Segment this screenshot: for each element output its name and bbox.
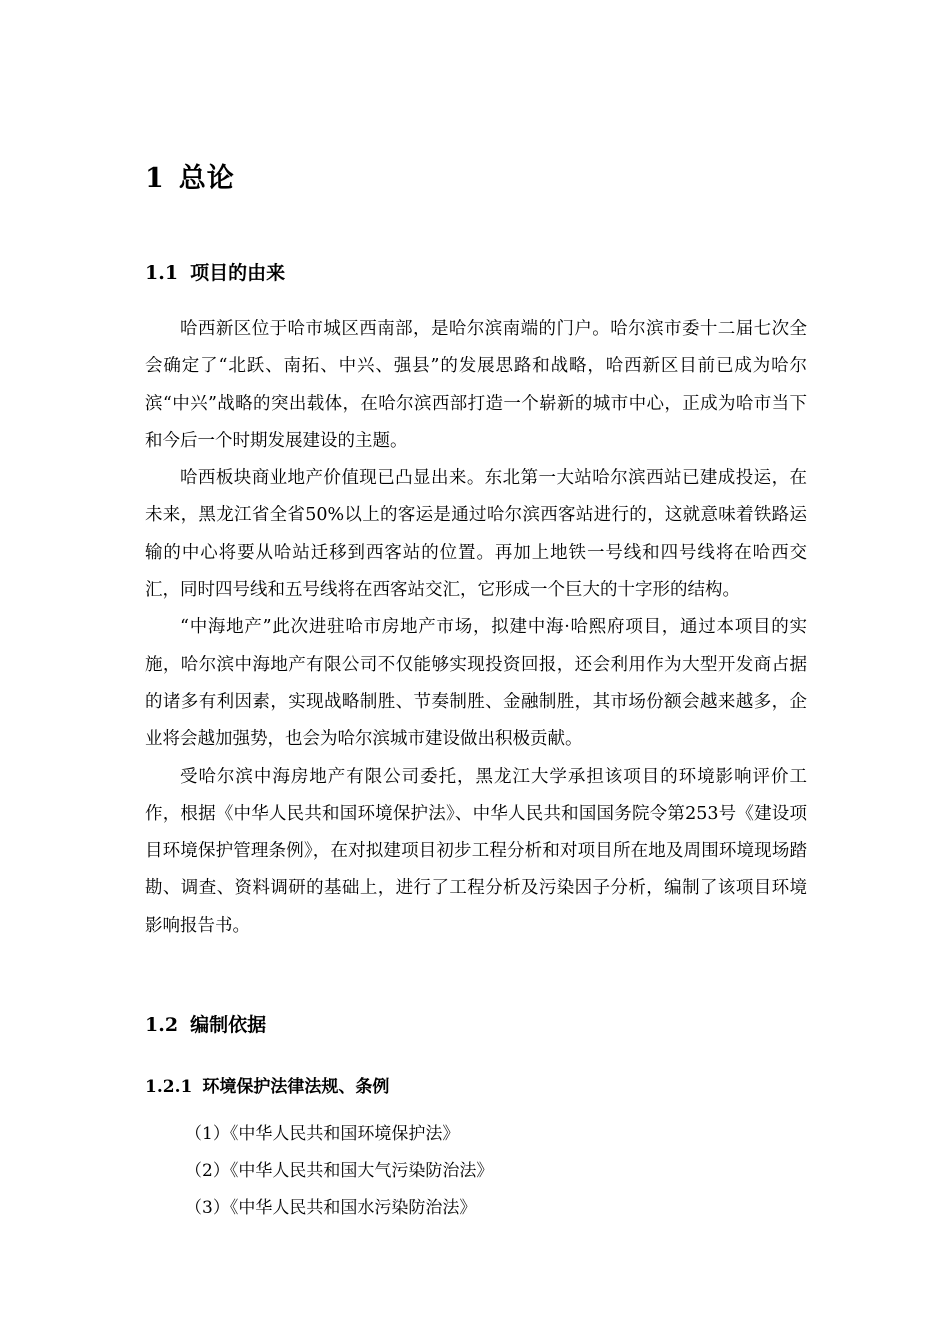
section-number: 1.1 <box>145 262 179 284</box>
list-item: （2）《中华人民共和国大气污染防治法》 <box>185 1161 494 1181</box>
section-title: 编制依据 <box>190 1014 267 1036</box>
paragraph: “中海地产”此次进驻哈市房地产市场，拟建中海·哈熙府项目，通过本项目的实施，哈尔滨中海地产有限公司不仅能够实现投资回报，还会利用作为大型开发商占据的诸多有利因素，实现战略制胜、节奏制胜、金融制胜，其市场份额会越来越多，企业将会越加强势，也会为哈尔滨城市建设做出积极贡献。 <box>145 617 807 750</box>
chapter-title: 总论 <box>178 163 235 194</box>
section-title: 项目的由来 <box>190 262 286 284</box>
subsection-number: 1.2.1 <box>145 1077 193 1097</box>
subsection-heading-1-2-1 <box>145 1072 389 1097</box>
paragraph: 哈西新区位于哈市城区西南部，是哈尔滨南端的门户。哈尔滨市委十二届七次全会确定了“北跃、南拓、中兴、强县”的发展思路和战略，哈西新区目前已成为哈尔滨“中兴”战略的突出载体，在哈尔滨西部打造一个崭新的城市中心，正成为哈市当下和今后一个时期发展建设的主题。 <box>145 319 807 451</box>
chapter-heading <box>145 156 235 195</box>
paragraph: 哈西板块商业地产价值现已凸显出来。东北第一大站哈尔滨西站已建成投运，在未来，黑龙江省全省50%以上的客运是通过哈尔滨西客站进行的，这就意味着铁路运输的中心将要从哈站迁移到西客站的位置。再加上地铁一号线和四号线将在哈西交汇，同时四号线和五号线将在西客站交汇，它形成一个巨大的十字形的结构。 <box>145 468 807 601</box>
list-item: （1）《中华人民共和国环境保护法》 <box>185 1124 460 1144</box>
list-item: （3）《中华人民共和国水污染防治法》 <box>185 1198 477 1218</box>
section-number: 1.2 <box>145 1014 179 1036</box>
law-list <box>185 1116 493 1227</box>
section-heading-1-2 <box>145 1010 266 1037</box>
subsection-title: 环境保护法律法规、条例 <box>202 1077 390 1097</box>
paragraph: 受哈尔滨中海房地产有限公司委托，黑龙江大学承担该项目的环境影响评价工作，根据《中华人民共和国环境保护法》、中华人民共和国国务院令第253号《建设项目环境保护管理条例》，在对拟建项目初步工程分析和对项目所在地及周围环境现场踏勘、调查、资料调研的基础上，进行了工程分析及污染因子分析，编制了该项目环境影响报告书。 <box>145 766 807 936</box>
chapter-number: 1 <box>145 163 165 194</box>
section-heading-1-1 <box>145 258 285 285</box>
section-1-1-body <box>145 311 807 945</box>
